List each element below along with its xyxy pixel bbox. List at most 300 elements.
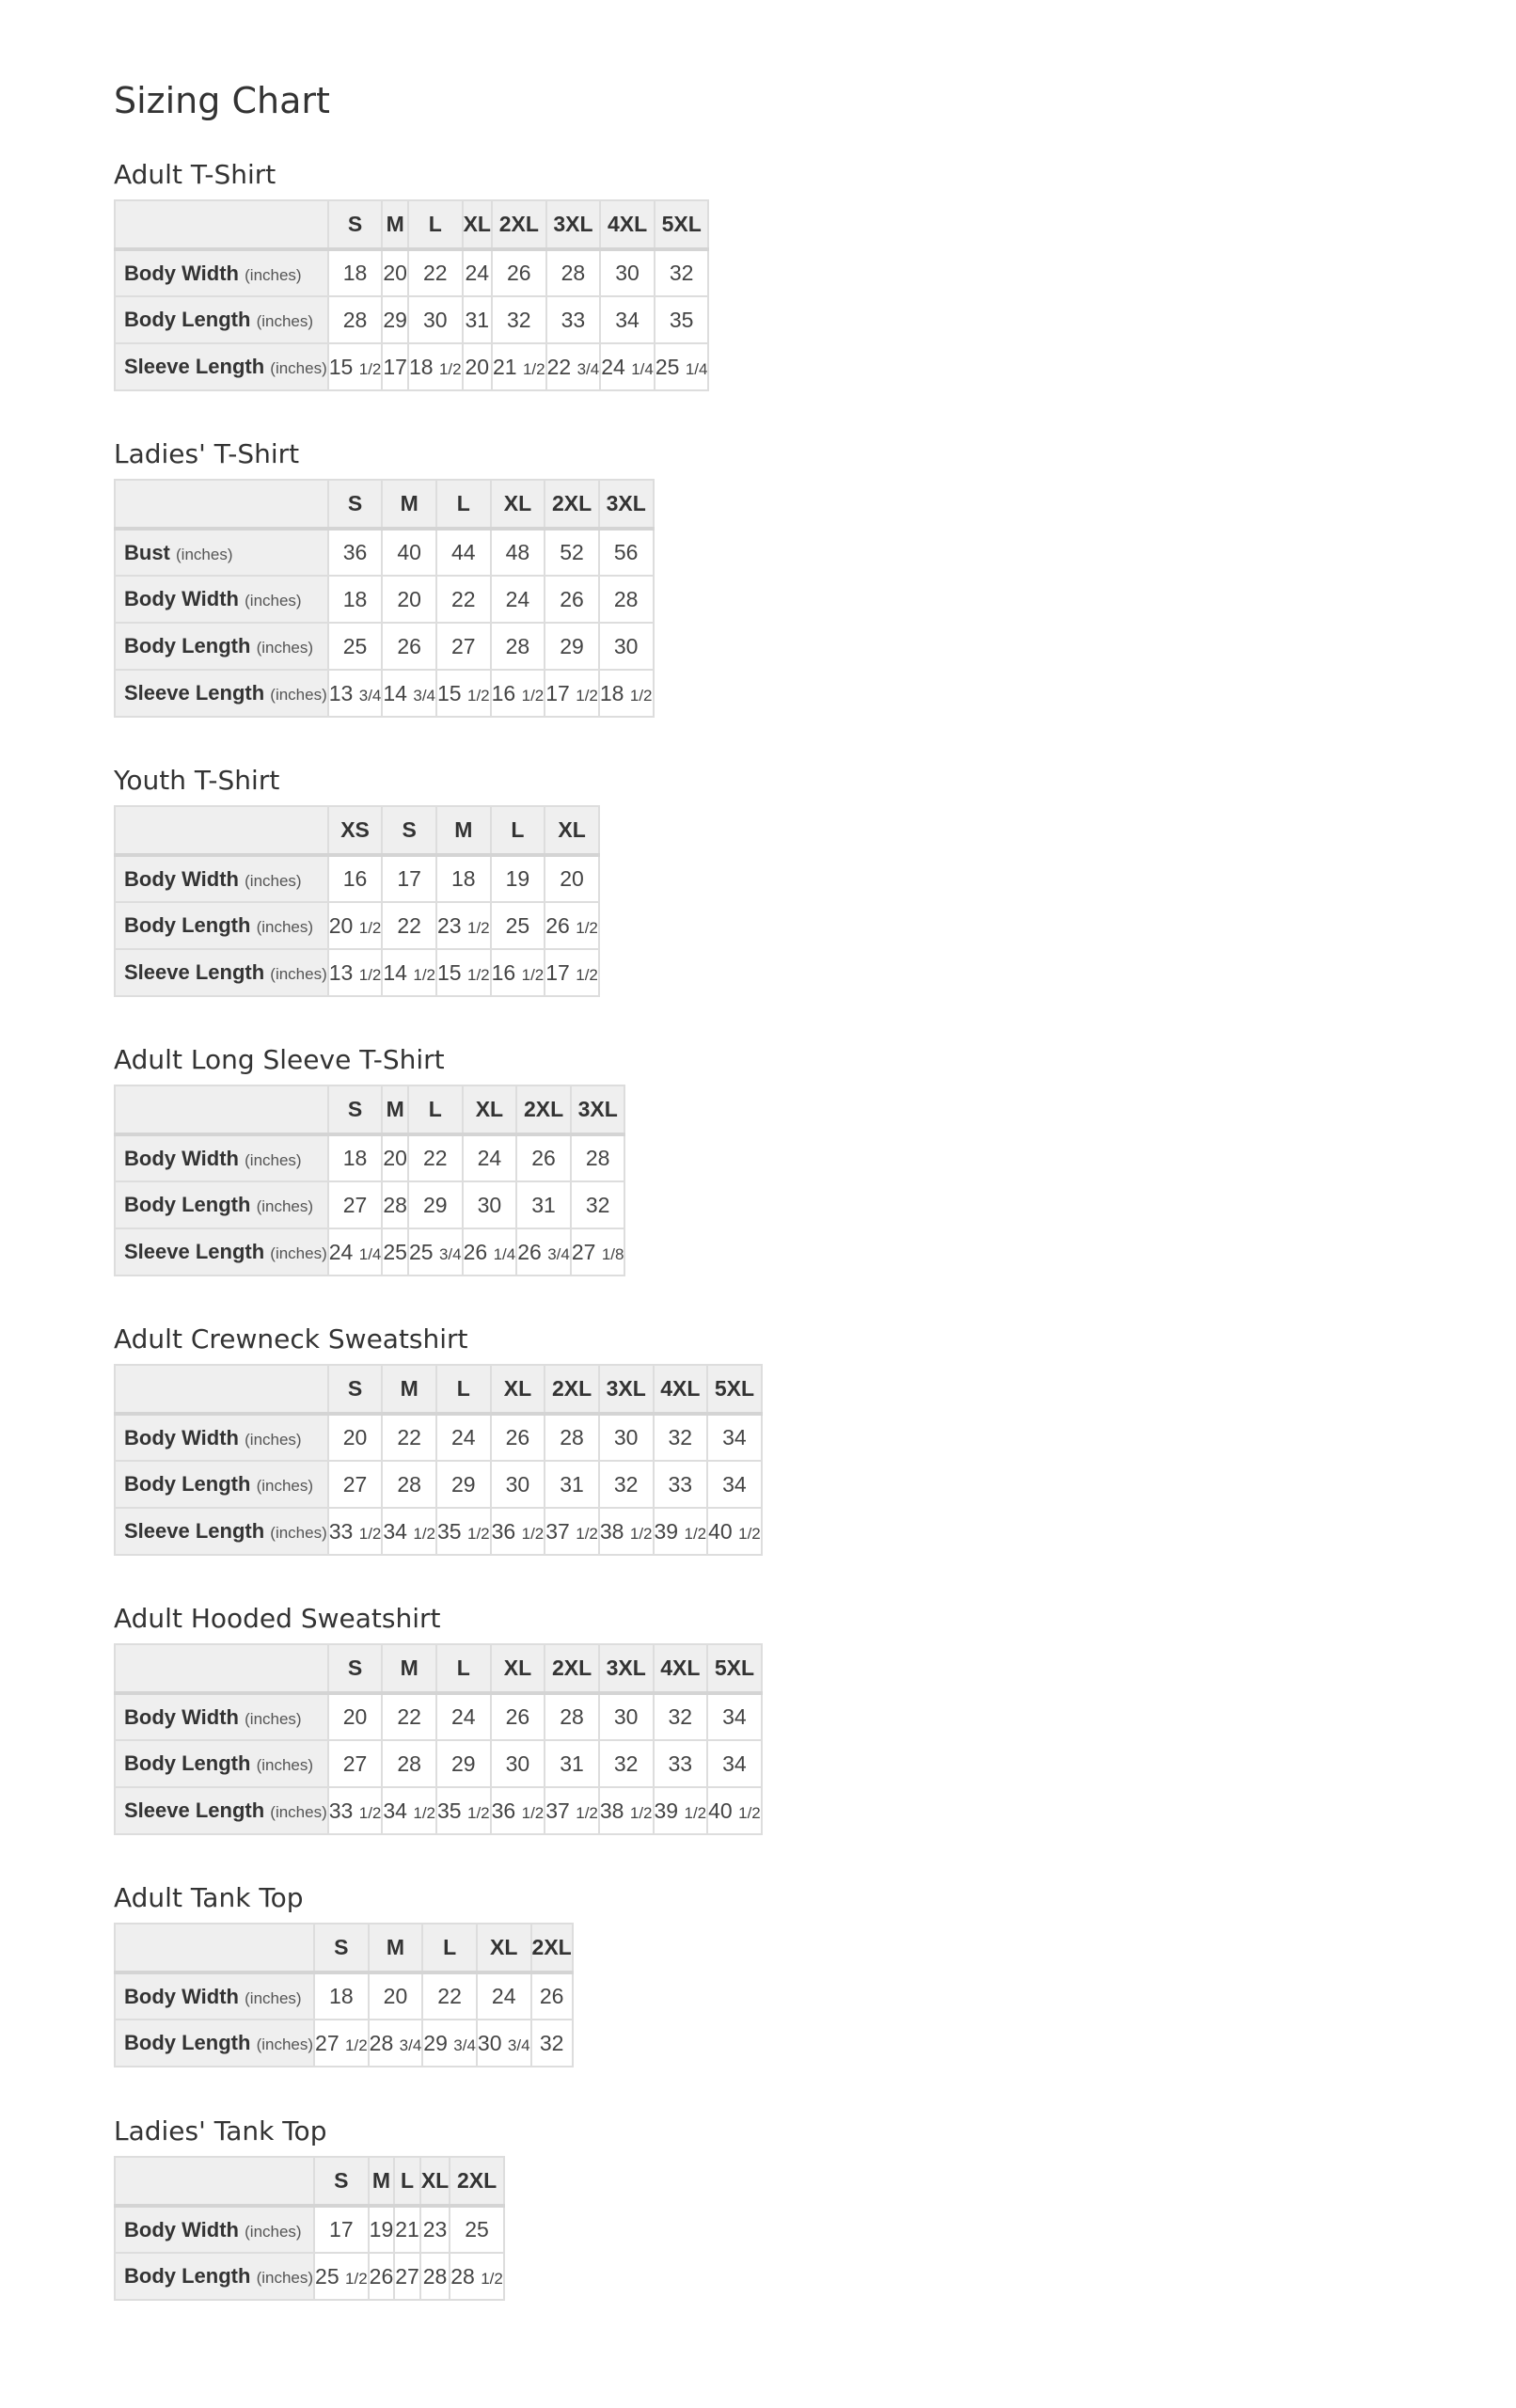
value-fraction: 1/4 [685,359,708,378]
value-cell [516,1228,571,1275]
measurement-label [115,1693,328,1740]
value-whole: 33 [668,1471,693,1497]
size-header: S [314,1924,369,1972]
value-cell [369,1972,423,2020]
value-whole: 28 [613,586,639,611]
value-whole: 26 [463,1239,488,1264]
value-whole: 34 [383,1518,407,1544]
value-whole: 17 [383,354,407,379]
value-cell [436,670,491,717]
value-fraction: 3/4 [358,686,382,705]
value-fraction: 3/4 [399,2036,422,2054]
measurement-label [115,1787,328,1834]
measurement-name: Body Width [124,2217,239,2242]
table-row [115,1693,762,1740]
value-whole: 29 [423,2030,448,2055]
value-whole: 26 [505,1425,530,1450]
value-cell [463,296,492,343]
value-whole: 14 [383,959,407,985]
value-whole: 22 [422,1146,448,1170]
value-cell [707,1414,762,1461]
measurement-name: Sleeve Length [124,1798,265,1822]
value-fraction: 1/2 [522,359,545,378]
value-cell [491,1461,545,1508]
value-cell [382,1508,436,1555]
unit-label: (inches) [270,1244,327,1262]
size-header: M [382,1085,408,1134]
table-row [115,2253,504,2300]
table-row [115,949,599,996]
measurement-name: Body Width [124,261,239,285]
value-whole: 28 [505,633,530,658]
value-whole: 36 [491,1518,516,1544]
value-whole: 18 [408,354,434,379]
value-cell [545,1740,599,1787]
value-cell [314,2020,369,2067]
value-whole: 18 [342,586,368,611]
value-cell [382,1740,436,1787]
value-whole: 24 [477,1146,502,1170]
value-cell [491,902,545,949]
value-whole: 22 [437,1984,462,2008]
value-cell [328,1740,383,1787]
value-cell [328,1693,383,1740]
size-header: 2XL [545,480,599,529]
value-whole: 26 [531,1146,556,1170]
value-whole: 24 [451,1704,476,1729]
value-whole: 26 [505,1704,530,1729]
value-fraction: 1/4 [631,359,654,378]
value-whole: 20 [328,912,354,938]
value-whole: 22 [397,1704,421,1729]
corner-cell [115,1085,328,1134]
value-fraction: 1/2 [629,1803,653,1822]
unit-label: (inches) [256,1197,314,1215]
size-header: 2XL [450,2157,504,2206]
corner-cell [115,806,328,855]
value-cell [477,2020,531,2067]
value-cell [492,296,546,343]
value-cell [707,1461,762,1508]
value-fraction: 1/2 [345,2036,368,2054]
value-fraction: 3/4 [438,1244,462,1263]
unit-label: (inches) [245,871,302,890]
value-fraction: 1/2 [466,1803,490,1822]
value-fraction: 1/2 [345,2269,368,2288]
size-header: XL [491,480,545,529]
value-cell [382,1414,436,1461]
unit-label: (inches) [245,1430,302,1449]
value-whole: 20 [383,261,407,285]
value-whole: 21 [492,354,517,379]
value-whole: 48 [505,540,530,564]
measurement-name: Body Length [124,913,251,937]
value-cell [545,1414,599,1461]
value-cell [382,1134,408,1181]
value-cell [408,249,463,296]
value-fraction: 1/2 [358,1524,382,1543]
value-fraction: 1/2 [466,918,490,937]
value-whole: 28 [560,1425,584,1450]
value-whole: 33 [328,1518,354,1544]
value-cell [654,1693,708,1740]
size-header-row [115,1924,573,1972]
value-cell [314,1972,369,2020]
measurement-name: Body Width [124,866,239,891]
size-table [114,479,655,718]
value-cell [436,1508,491,1555]
value-cell [436,902,491,949]
value-whole: 30 [613,1704,639,1729]
value-whole: 37 [545,1518,570,1544]
unit-label: (inches) [256,1756,314,1774]
value-fraction: 1/2 [521,1524,545,1543]
value-whole: 17 [397,866,421,891]
table-row [115,1134,624,1181]
table-row [115,1461,762,1508]
value-cell [436,529,491,576]
value-cell [328,623,383,670]
value-whole: 26 [517,1239,542,1264]
value-whole: 20 [342,1704,368,1729]
measurement-label [115,623,328,670]
value-whole: 36 [342,540,368,564]
page-title: Sizing Chart [114,80,330,121]
size-header: M [382,480,436,529]
value-whole: 26 [507,261,531,285]
value-fraction: 1/2 [358,1803,382,1822]
value-whole: 24 [451,1425,476,1450]
value-cell [382,949,436,996]
value-whole: 35 [437,1798,462,1823]
value-cell [408,1228,463,1275]
measurement-name: Body Width [124,587,239,610]
value-cell [599,1414,654,1461]
value-whole: 32 [507,307,531,332]
size-header: M [382,1365,436,1414]
value-fraction: 1/2 [629,686,653,705]
unit-label: (inches) [256,639,314,657]
value-cell [450,2253,504,2300]
value-fraction: 1/2 [358,359,382,378]
value-whole: 16 [491,680,516,705]
value-cell [546,343,601,390]
value-cell [382,1461,436,1508]
measurement-label [115,1414,328,1461]
size-header: 2XL [492,200,546,249]
size-header: L [436,1644,491,1693]
value-cell [328,1508,383,1555]
value-cell [463,1134,517,1181]
table-row [115,529,654,576]
value-whole: 32 [668,1704,693,1729]
value-fraction: 3/4 [453,2036,476,2054]
measurement-name: Body Length [124,308,251,331]
value-fraction: 1/2 [576,918,598,937]
value-cell [491,1414,545,1461]
value-whole: 25 [383,1239,407,1264]
measurement-name: Sleeve Length [124,1519,265,1543]
value-whole: 23 [437,912,462,938]
value-fraction: 1/2 [576,1803,598,1822]
value-whole: 25 [505,912,530,938]
size-header: S [314,2157,369,2206]
value-cell [382,1181,408,1228]
value-whole: 25 [315,2263,340,2289]
value-cell [420,2253,450,2300]
unit-label: (inches) [245,1988,302,2007]
size-table [114,2156,505,2301]
value-cell [599,1740,654,1787]
value-cell [491,855,545,902]
corner-cell [115,480,328,529]
value-cell [545,1508,599,1555]
value-whole: 24 [328,1239,354,1264]
value-whole: 20 [397,586,421,611]
value-whole: 28 [560,1704,584,1729]
value-cell [450,2206,504,2253]
value-whole: 28 [342,307,368,332]
value-cell [436,949,491,996]
value-cell [545,1461,599,1508]
value-whole: 31 [560,1471,584,1497]
value-whole: 25 [408,1239,434,1264]
size-header: XL [491,1365,545,1414]
table-row [115,249,708,296]
size-header: L [422,1924,477,1972]
size-header: M [382,200,408,249]
value-cell [707,1740,762,1787]
size-header: 2XL [545,1644,599,1693]
value-cell [420,2206,450,2253]
value-cell [328,1787,383,1834]
corner-cell [115,1644,328,1693]
measurement-label [115,529,328,576]
value-whole: 27 [451,633,476,658]
value-whole: 28 [397,1751,421,1776]
value-whole: 39 [654,1798,679,1823]
measurement-name: Sleeve Length [124,960,265,984]
value-cell [531,2020,573,2067]
value-cell [655,296,709,343]
value-fraction: 3/4 [576,359,600,378]
measurement-name: Body Width [124,1704,239,1729]
value-cell [436,855,491,902]
value-whole: 35 [437,1518,462,1544]
unit-label: (inches) [176,545,233,563]
value-cell [531,1972,573,2020]
value-cell [463,249,492,296]
value-whole: 26 [369,2263,394,2289]
value-cell [408,296,463,343]
value-whole: 28 [585,1146,610,1170]
value-whole: 25 [655,354,680,379]
value-cell [382,343,408,390]
value-cell [491,529,545,576]
value-whole: 30 [613,633,639,658]
value-fraction: 1/4 [358,1244,382,1263]
value-whole: 25 [465,2217,489,2242]
size-table [114,1643,763,1835]
value-whole: 40 [708,1798,733,1823]
measurement-label [115,296,328,343]
value-cell [654,1508,708,1555]
value-fraction: 3/4 [547,1244,570,1263]
unit-label: (inches) [245,592,302,610]
value-whole: 30 [477,2030,502,2055]
value-fraction: 1/2 [413,1803,435,1822]
value-whole: 26 [539,1984,564,2008]
section-title: Adult Long Sleeve T-Shirt [114,1044,445,1075]
section-title: Adult T-Shirt [114,159,276,190]
value-cell [369,2253,395,2300]
value-whole: 33 [561,307,586,332]
size-header: 5XL [707,1365,762,1414]
value-cell [382,529,436,576]
value-cell [436,576,491,623]
size-header: 5XL [707,1644,762,1693]
value-whole: 24 [601,354,625,379]
table-row [115,1228,624,1275]
value-whole: 34 [722,1471,747,1497]
value-whole: 26 [545,912,570,938]
value-whole: 40 [708,1518,733,1544]
value-whole: 28 [422,2263,448,2289]
unit-label: (inches) [256,312,314,330]
table-row [115,1972,573,2020]
value-whole: 29 [451,1751,476,1776]
value-cell [492,249,546,296]
measurement-label [115,2206,314,2253]
measurement-label [115,2253,314,2300]
measurement-name: Body Width [124,1146,239,1170]
value-cell [707,1508,762,1555]
value-cell [382,902,436,949]
table-row [115,670,654,717]
table-row [115,1740,762,1787]
value-cell [654,1461,708,1508]
unit-label: (inches) [256,2269,314,2287]
corner-cell [115,1365,328,1414]
value-cell [655,343,709,390]
value-fraction: 1/2 [413,965,435,984]
measurement-label [115,576,328,623]
value-fraction: 1/2 [576,965,598,984]
value-fraction: 1/2 [438,359,462,378]
value-whole: 20 [560,866,584,891]
value-whole: 28 [369,2030,394,2055]
value-cell [491,623,545,670]
unit-label: (inches) [245,265,302,284]
value-whole: 16 [342,866,368,891]
value-whole: 34 [722,1425,747,1450]
section-title: Youth T-Shirt [114,765,280,796]
value-cell [369,2020,423,2067]
value-cell [328,576,383,623]
value-fraction: 1/2 [466,686,490,705]
value-cell [436,1461,491,1508]
size-header: 2XL [545,1365,599,1414]
size-header-row [115,1365,762,1414]
value-cell [436,1787,491,1834]
value-cell [599,1693,654,1740]
value-whole: 30 [422,307,448,332]
size-header: M [436,806,491,855]
value-cell [328,1181,383,1228]
value-whole: 20 [465,354,490,379]
value-whole: 29 [451,1471,476,1497]
value-cell [328,670,383,717]
value-cell [463,1228,517,1275]
measurement-name: Body Length [124,1472,251,1496]
value-whole: 39 [654,1518,679,1544]
table-row [115,343,708,390]
value-whole: 13 [328,959,354,985]
value-whole: 32 [539,2030,564,2055]
measurement-label [115,1508,328,1555]
value-whole: 22 [397,1425,421,1450]
value-cell [545,1693,599,1740]
value-whole: 27 [571,1239,596,1264]
value-whole: 30 [477,1192,502,1217]
value-whole: 30 [615,261,640,285]
value-cell [328,1228,383,1275]
value-cell [545,529,599,576]
value-fraction: 1/2 [576,1524,598,1543]
size-header: M [369,2157,395,2206]
value-whole: 28 [397,1471,421,1497]
unit-label: (inches) [256,2036,314,2053]
value-cell [328,296,383,343]
value-cell [491,670,545,717]
value-fraction: 1/2 [738,1803,761,1822]
value-fraction: 1/2 [684,1524,707,1543]
measurement-name: Bust [124,540,170,564]
value-fraction: 1/2 [738,1524,761,1543]
value-whole: 23 [422,2217,448,2242]
size-header-row [115,2157,504,2206]
value-whole: 33 [328,1798,354,1823]
value-cell [545,623,599,670]
value-cell [571,1134,625,1181]
value-cell [654,1787,708,1834]
value-whole: 18 [342,261,368,285]
unit-label: (inches) [270,686,327,704]
measurement-label [115,1134,328,1181]
value-whole: 35 [669,307,694,332]
value-whole: 19 [505,866,530,891]
value-cell [491,1693,545,1740]
value-cell [599,670,654,717]
value-whole: 29 [422,1192,448,1217]
measurement-name: Sleeve Length [124,1240,265,1263]
size-header: L [394,2157,420,2206]
value-cell [707,1787,762,1834]
size-header: S [328,200,383,249]
measurement-label [115,949,328,996]
measurement-label [115,1740,328,1787]
section-title: Ladies' T-Shirt [114,438,300,469]
value-whole: 27 [315,2030,340,2055]
value-cell [545,949,599,996]
value-whole: 18 [342,1146,368,1170]
value-cell [328,949,383,996]
value-cell [599,1787,654,1834]
value-whole: 31 [531,1192,556,1217]
section-title: Adult Crewneck Sweatshirt [114,1323,468,1354]
value-cell [545,1787,599,1834]
value-cell [571,1228,625,1275]
